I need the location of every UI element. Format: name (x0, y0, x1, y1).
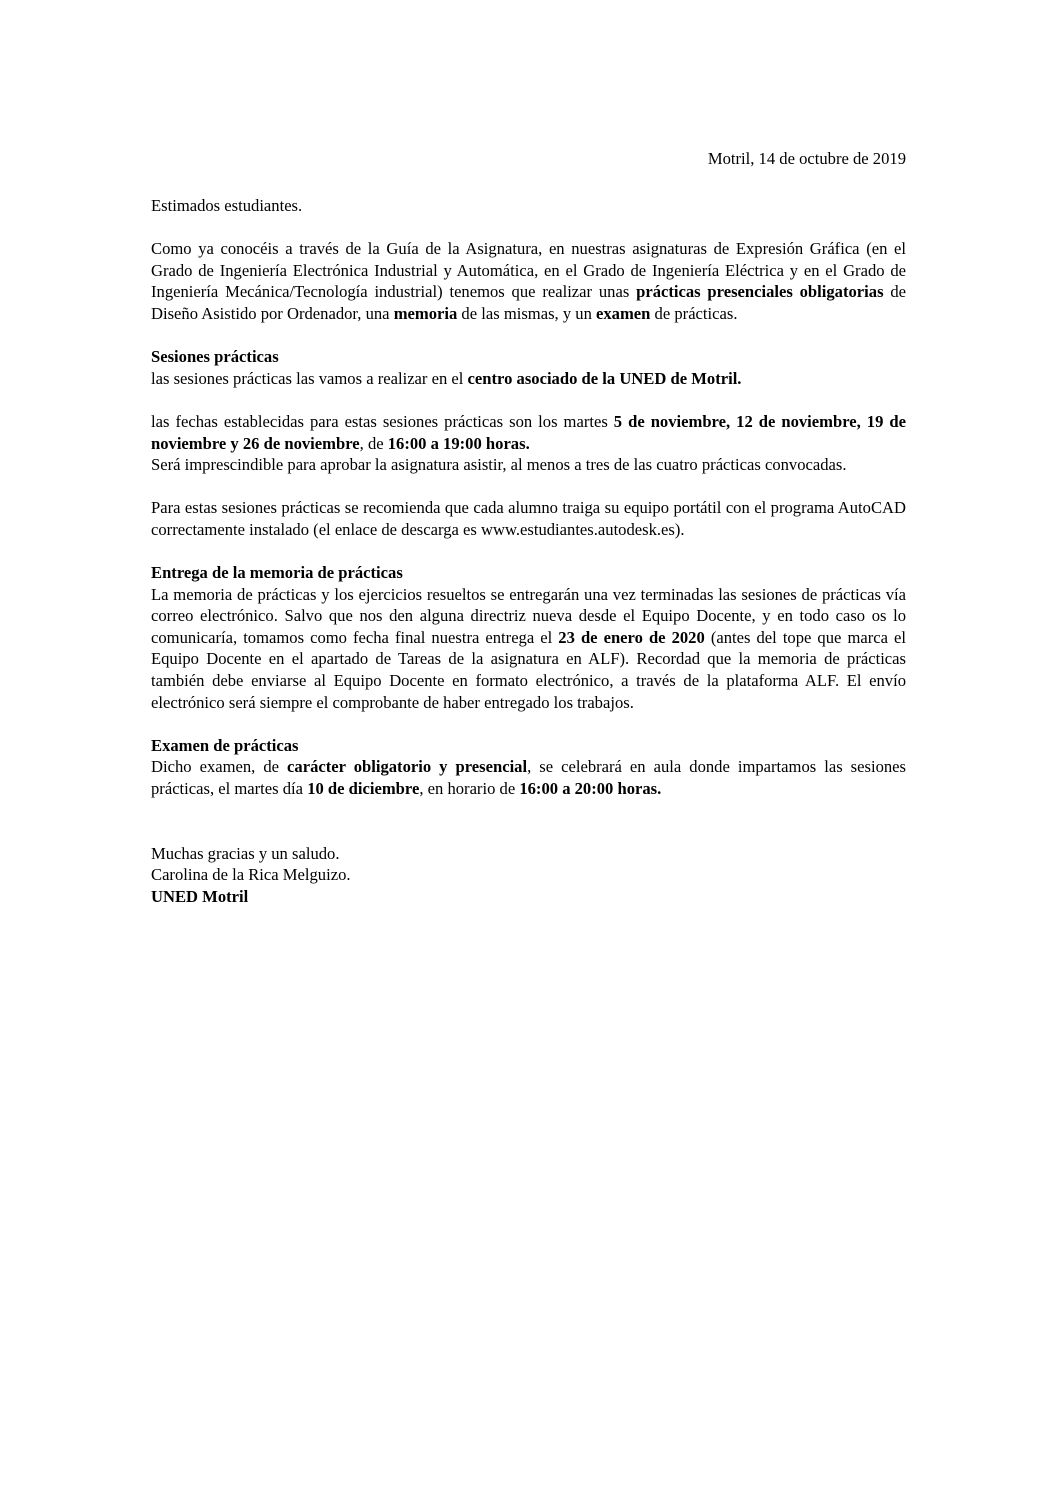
greeting: Estimados estudiantes. (151, 196, 303, 215)
sesiones-location: las sesiones prácticas las vamos a realizar en el centro asociado de la UNED de Motril. (151, 368, 742, 388)
section-heading-sesiones: Sesiones prácticas (151, 347, 279, 367)
signer-name: Carolina de la Rica Melguizo. (151, 865, 351, 885)
examen-paragraph: Dicho examen, de carácter obligatorio y presencial, se celebrará en aula donde impartamos las sesiones prácticas, el martes día 10 de diciembre, en horario de 16:00 a 20:00 horas. (151, 757, 906, 799)
section-heading-examen: Examen de prácticas (151, 735, 299, 755)
letter-date: Motril, 14 de octubre de 2019 (707, 149, 906, 168)
sesiones-equipment: Para estas sesiones prácticas se recomienda que cada alumno traiga su equipo portátil con el programa AutoCAD correctamente instalado (el enlace de descarga es www.estudiantes.autodesk.es). (151, 498, 906, 539)
signature-block (151, 843, 906, 908)
closing-line: Muchas gracias y un saludo. (151, 843, 340, 863)
sesiones-dates: las fechas establecidas para estas sesiones prácticas son los martes 5 de noviembre, 12 de noviembre, 19 de noviembre y 26 de noviembre, de 16:00 a 19:00 horas. (151, 411, 906, 453)
entrega-paragraph: La memoria de prácticas y los ejercicios resueltos se entregarán una vez terminadas las sesiones de prácticas vía correo electrónico. Salvo que nos den alguna directriz nueva desde el Equipo Docente, y en todo caso os lo comunicaría, tomamos como fecha final nuestra entrega el 23 de enero de 2020 (antes del tope que marca el Equipo Docente en el apartado de Tareas de la asignatura en ALF). Recordad que la memoria de prácticas también debe enviarse al Equipo Docente en formato electrónico, a través de la plataforma ALF. El envío electrónico será siempre el comprobante de haber entregado los trabajos. (151, 584, 906, 712)
letter-body (151, 195, 906, 908)
section-heading-entrega: Entrega de la memoria de prácticas (151, 563, 403, 583)
sesiones-attendance: Será imprescindible para aprobar la asignatura asistir, al menos a tres de las cuatro prácticas convocadas. (151, 455, 847, 475)
signer-organization: UNED Motril (151, 887, 249, 906)
intro-paragraph: Como ya conocéis a través de la Guía de la Asignatura, en nuestras asignaturas de Expresión Gráfica (en el Grado de Ingeniería Electrónica Industrial y Automática, en el Grado de Ingeniería Eléctrica y en el Grado de Ingeniería Mecánica/Tecnología industrial) tenemos que realizar unas prácticas presenciales obligatorias de Diseño Asistido por Ordenador, una memoria de las mismas, y un examen de prácticas. (151, 239, 906, 323)
